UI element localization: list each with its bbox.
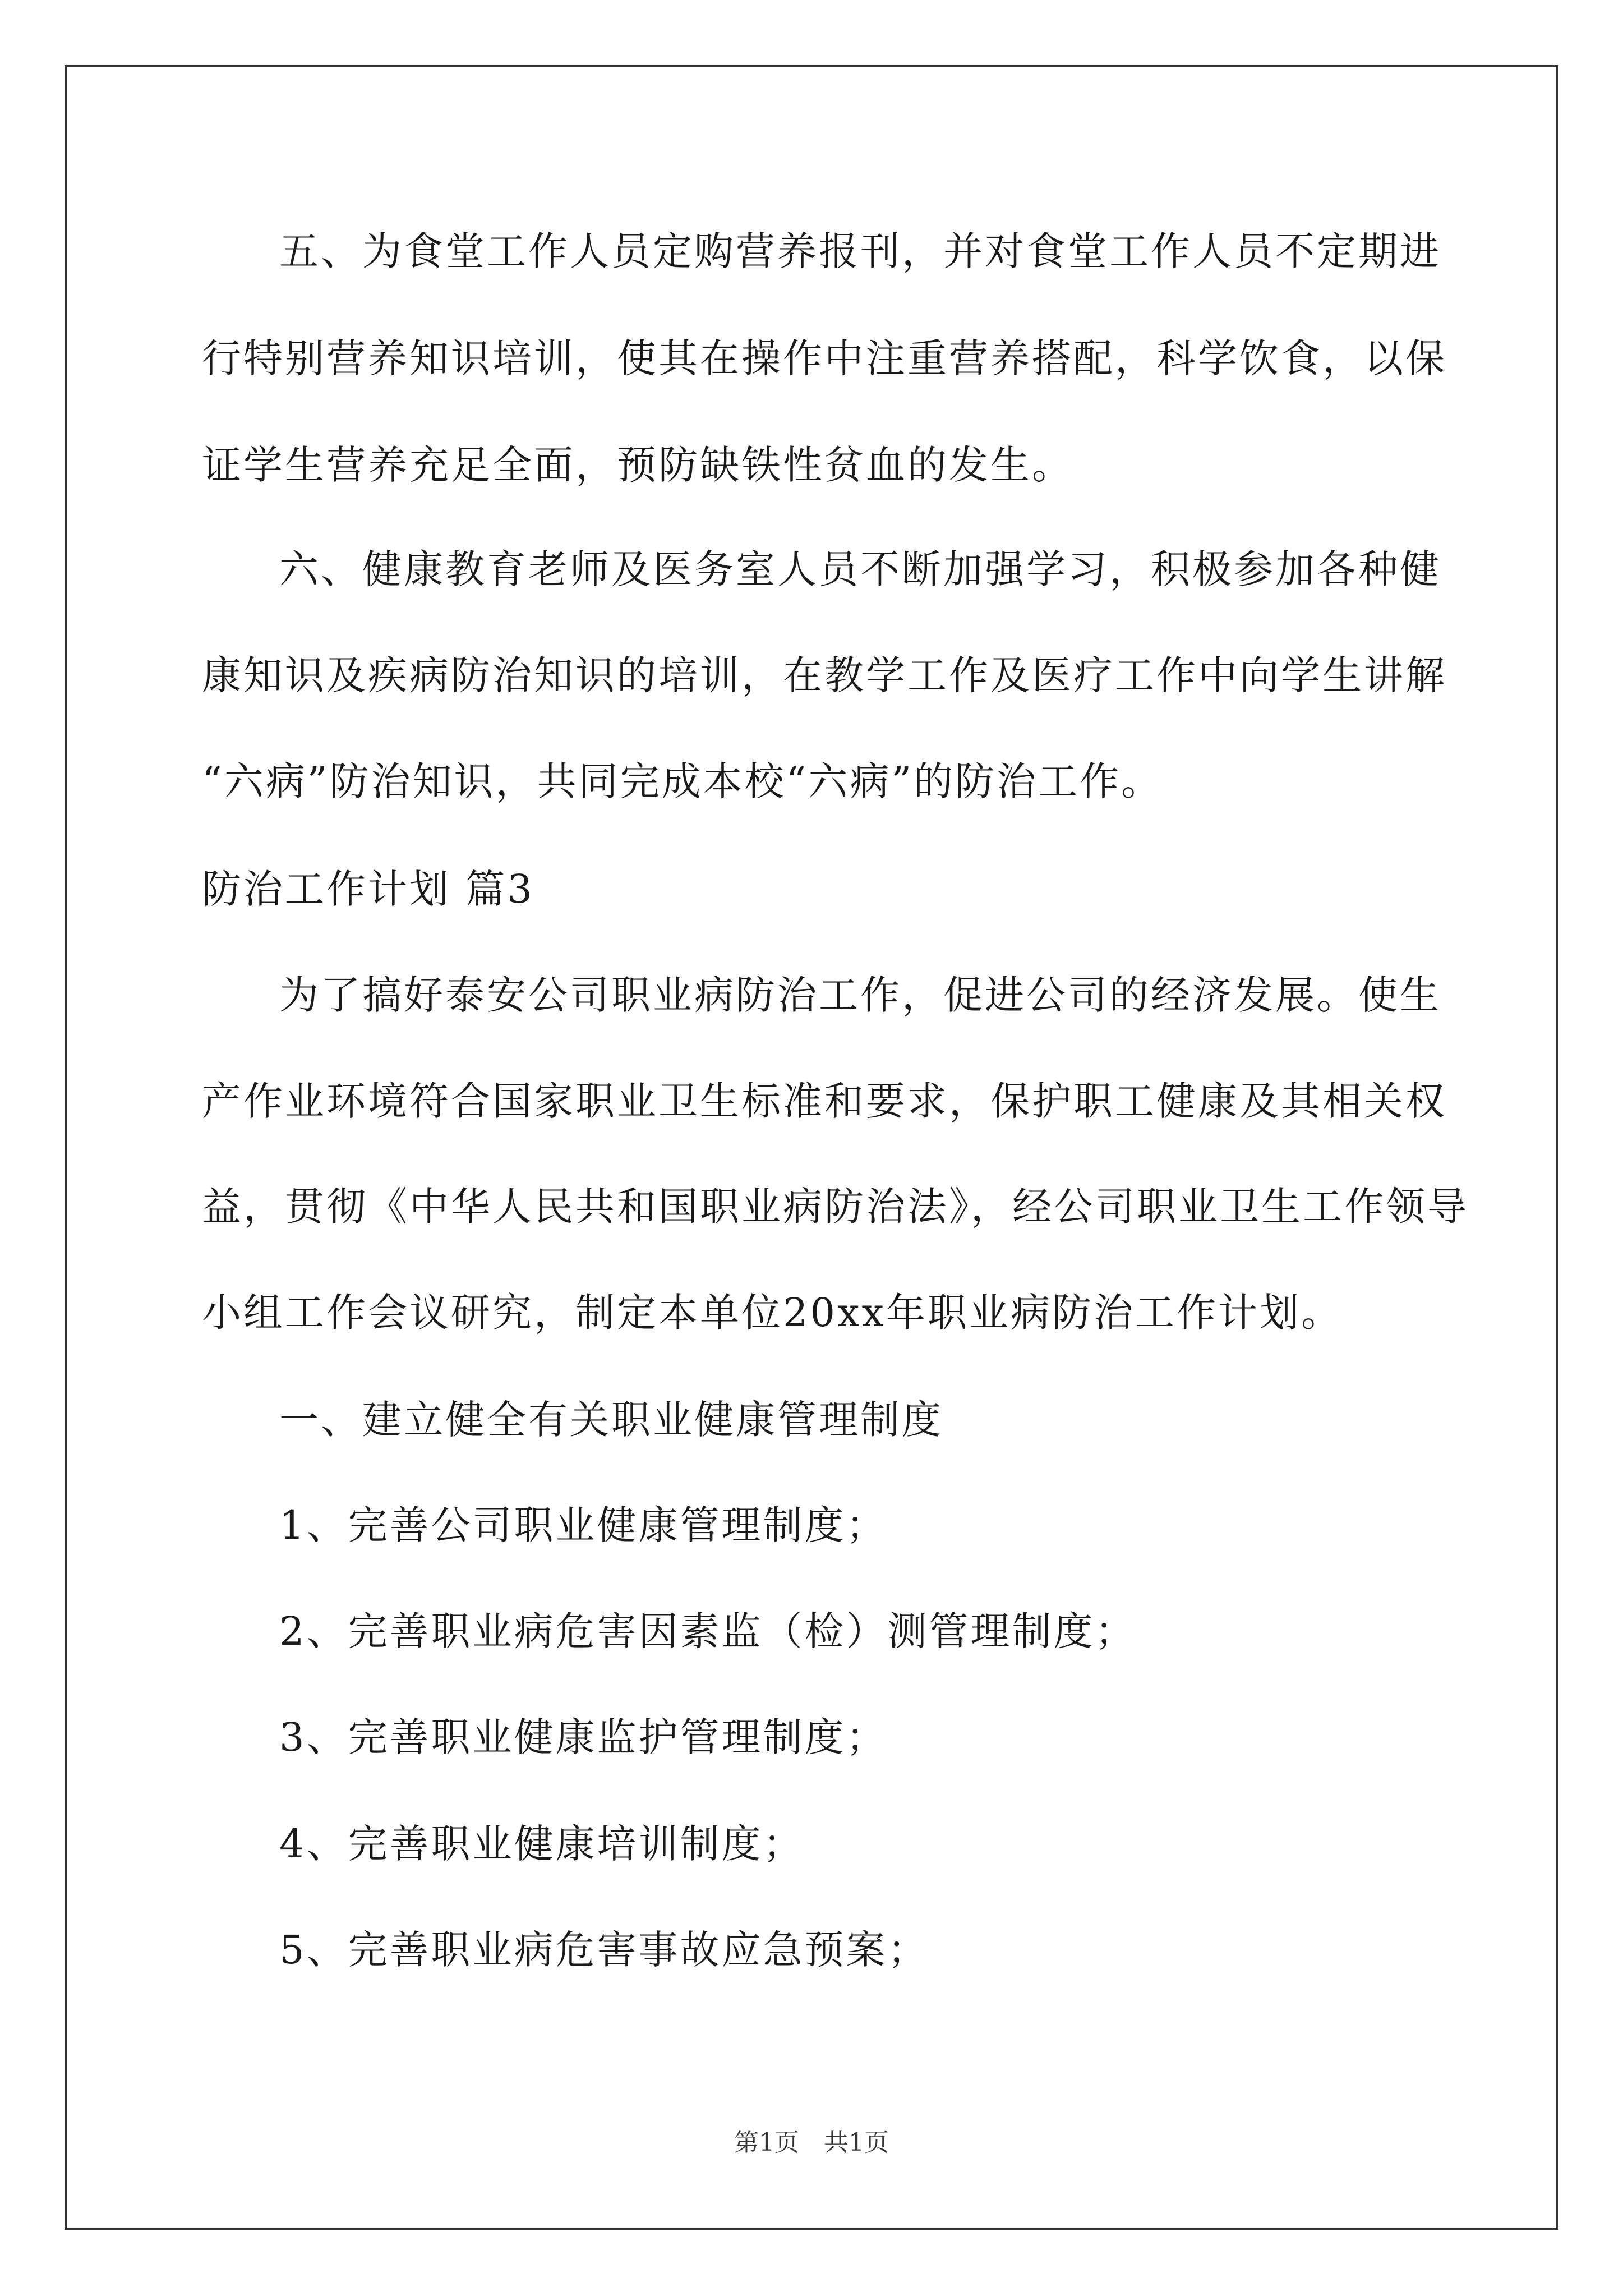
paragraph-line: 康知识及疾病防治知识的培训，在教学工作及医疗工作中向学生讲解	[202, 652, 1447, 698]
paragraph-line: 证学生营养充足全面，预防缺铁性贫血的发生。	[202, 442, 1073, 488]
paragraph-line: 为了搞好泰安公司职业病防治工作，促进公司的经济发展。使生	[279, 972, 1441, 1018]
list-item: 3、完善职业健康监护管理制度；	[279, 1714, 888, 1760]
list-item: 4、完善职业健康培训制度；	[279, 1821, 805, 1867]
section-heading: 防治工作计划 篇3	[202, 866, 534, 912]
list-item: 5、完善职业病危害事故应急预案；	[279, 1927, 929, 1973]
list-heading: 一、建立健全有关职业健康管理制度	[279, 1397, 943, 1443]
page-border	[65, 65, 1558, 2230]
paragraph-line: 行特别营养知识培训，使其在操作中注重营养搭配，科学饮食，以保	[202, 335, 1447, 381]
paragraph-line: 产作业环境符合国家职业卫生标准和要求，保护职工健康及其相关权	[202, 1078, 1447, 1124]
paragraph-line: 六、健康教育老师及医务室人员不断加强学习，积极参加各种健	[279, 546, 1441, 592]
paragraph-line: 益，贯彻《中华人民共和国职业病防治法》，经公司职业卫生工作领导	[202, 1184, 1469, 1230]
paragraph-line: “六病”防治知识，共同完成本校“六病”的防治工作。	[202, 758, 1163, 804]
list-item: 1、完善公司职业健康管理制度；	[279, 1502, 888, 1548]
paragraph-line: 五、为食堂工作人员定购营养报刊，并对食堂工作人员不定期进	[279, 228, 1441, 274]
list-item: 2、完善职业病危害因素监（检）测管理制度；	[279, 1608, 1137, 1654]
page-number-footer: 第1页 共1页	[734, 2128, 889, 2157]
paragraph-line: 小组工作会议研究，制定本单位20xx年职业病防治工作计划。	[202, 1290, 1343, 1336]
